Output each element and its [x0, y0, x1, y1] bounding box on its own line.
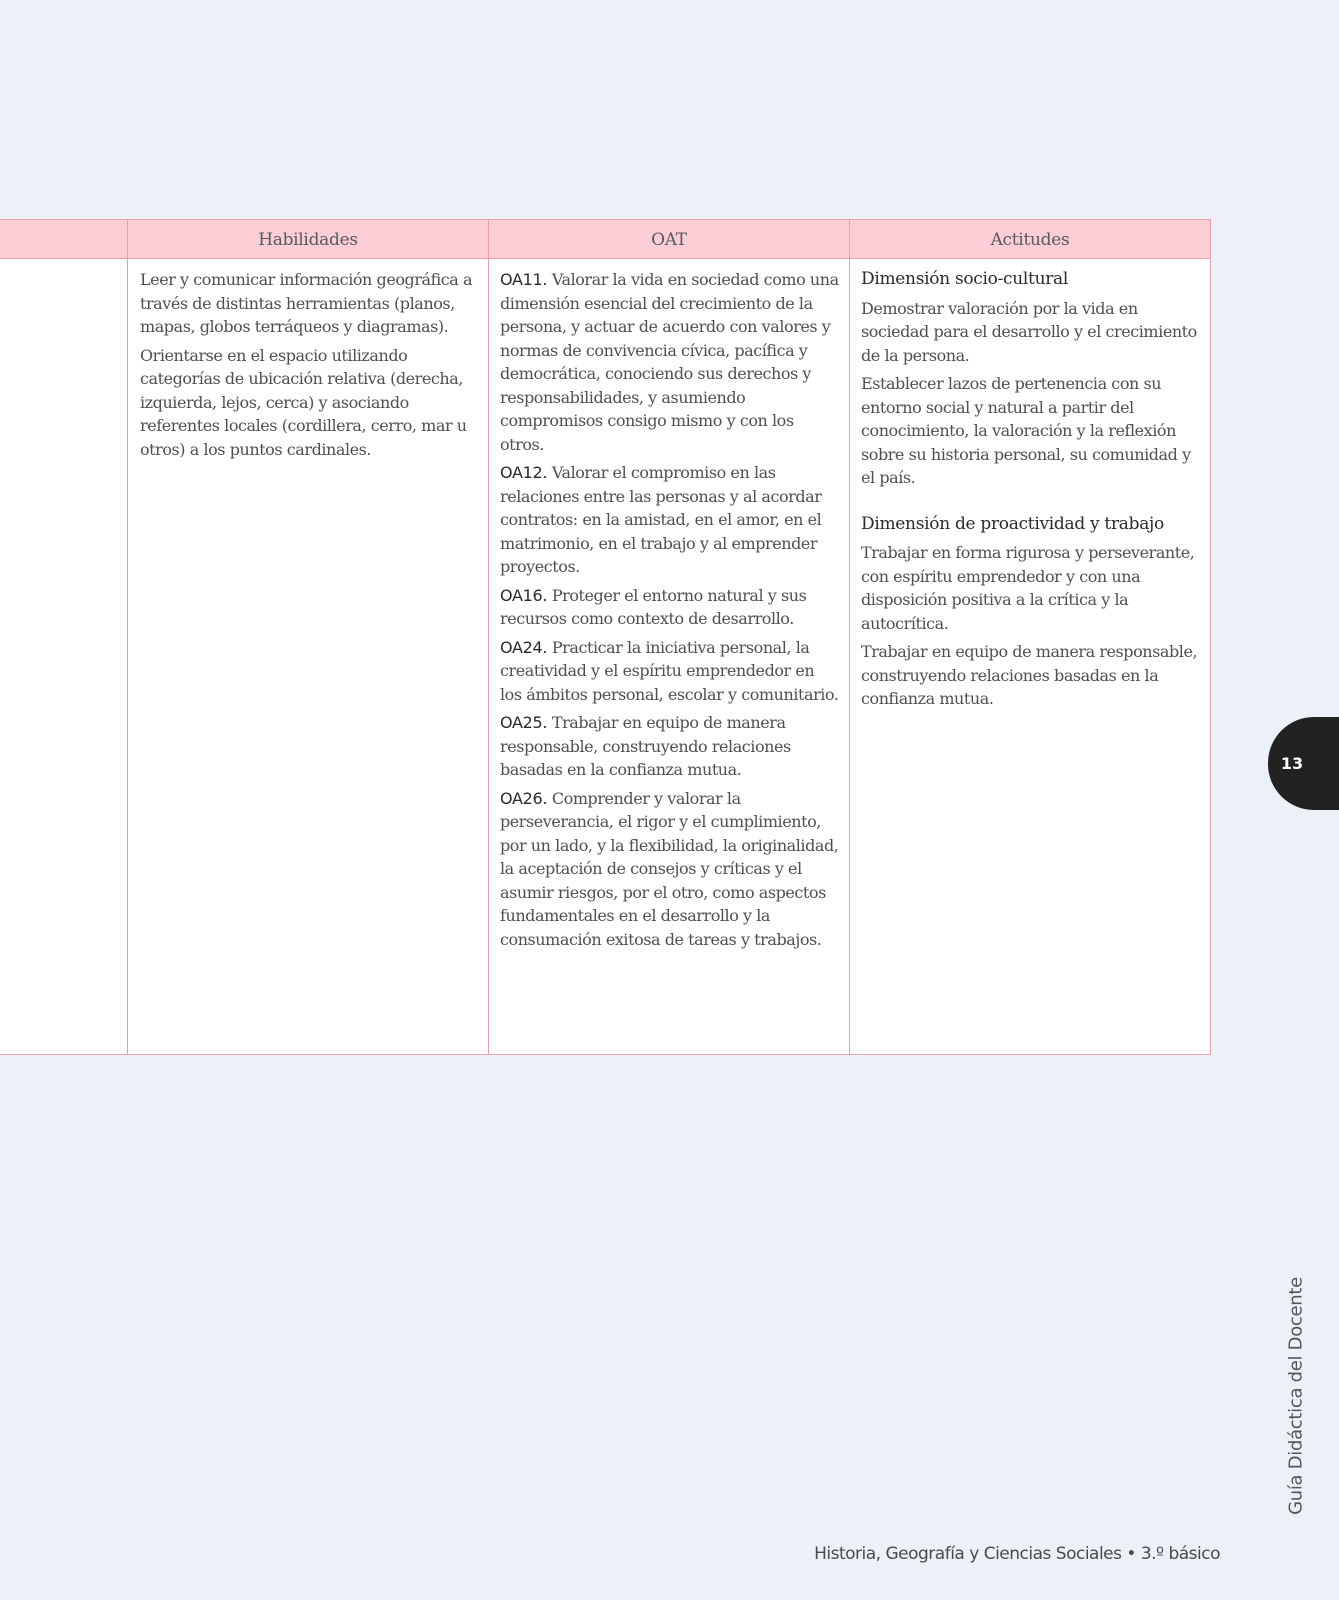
header-actitudes: Actitudes [990, 230, 1070, 250]
actitud-item: Establecer lazos de pertenencia con su entorno social y natural a partir del conocimiento, la valoración y la reflexión sobre su historia personal, su comunidad y el país. [861, 374, 1191, 487]
habilidades-cell [140, 268, 483, 466]
column-divider [488, 220, 489, 1054]
oat-item [500, 584, 840, 631]
dimension-title: Dimensión de proactividad y trabajo [861, 513, 1164, 534]
actitud-item: Trabajar en equipo de manera responsable, construyendo relaciones basadas en la confianza mutua. [861, 642, 1198, 708]
side-title: Guía Didáctica del Docente [1285, 1277, 1307, 1515]
page-number: 13 [1280, 754, 1304, 773]
oat-code: OA25. [500, 713, 548, 732]
actitud-item: Demostrar valoración por la vida en sociedad para el desarrollo y el crecimiento de la persona. [861, 298, 1197, 365]
oat-code: OA24. [500, 637, 548, 657]
oat-text: Valorar el compromiso en las relaciones entre las personas y al acordar contratos: en la amistad, en el amor, en el matrimonio, en el trabajo y al emprender proyectos. [500, 463, 822, 576]
oat-item [500, 636, 840, 707]
habilidad-item: Leer y comunicar información geográfica a través de distintas herramientas (planos, mapas, globos terráqueos y diagramas). [140, 270, 473, 336]
oat-text: Valorar la vida en sociedad como una dimensión esencial del crecimiento de la persona, y actuar de acuerdo con valores y normas de convivencia cívica, pacífica y democrática, conociendo sus derechos y responsabilidades, y asumiendo compromisos consigo mismo y con los otros. [500, 270, 839, 454]
oat-code: OA26. [500, 788, 548, 808]
column-divider [849, 220, 850, 1054]
oat-text: Trabajar en equipo de manera responsable, construyendo relaciones basadas en la confianza mutua. [500, 713, 791, 779]
oat-item [500, 711, 840, 782]
oat-code: OA11. [500, 270, 548, 289]
header-oat: OAT [651, 230, 687, 250]
oat-code: OA16. [500, 585, 548, 605]
oat-item [500, 268, 840, 456]
column-divider [127, 220, 128, 1054]
oat-text: Proteger el entorno natural y sus recursos como contexto de desarrollo. [500, 585, 807, 628]
oat-code: OA12. [500, 463, 548, 482]
curriculum-table [0, 219, 1211, 1055]
dimension-title: Dimensión socio-cultural [861, 269, 1069, 289]
header-habilidades: Habilidades [258, 230, 358, 250]
habilidad-item: Orientarse en el espacio utilizando categorías de ubicación relativa (derecha, izquierda, lejos, cerca) y asociando referentes locales (cordillera, cerro, mar u otros) a los puntos cardinales. [140, 345, 467, 459]
actitud-item: Trabajar en forma rigurosa y perseverante, con espíritu emprendedor y con una disposición positiva a la crítica y la autocrítica. [861, 543, 1195, 633]
oat-item [500, 787, 840, 952]
actitudes-cell [861, 268, 1206, 716]
oat-text: Comprender y valorar la perseverancia, el rigor y el cumplimiento, por un lado, y la flexibilidad, la originalidad, la aceptación de consejos y críticas y el asumir riesgos, por el otro, como aspectos fundamentales en el desarrollo y la consumación exitosa de tareas y trabajos. [500, 788, 839, 949]
oat-text: Practicar la iniciativa personal, la creatividad y el espíritu emprendedor en los ámbitos personal, escolar y comunitario. [500, 637, 839, 704]
oat-item [500, 461, 840, 579]
oat-cell [500, 268, 840, 956]
footer-text: Historia, Geografía y Ciencias Sociales • 3.º básico [814, 1544, 1220, 1564]
